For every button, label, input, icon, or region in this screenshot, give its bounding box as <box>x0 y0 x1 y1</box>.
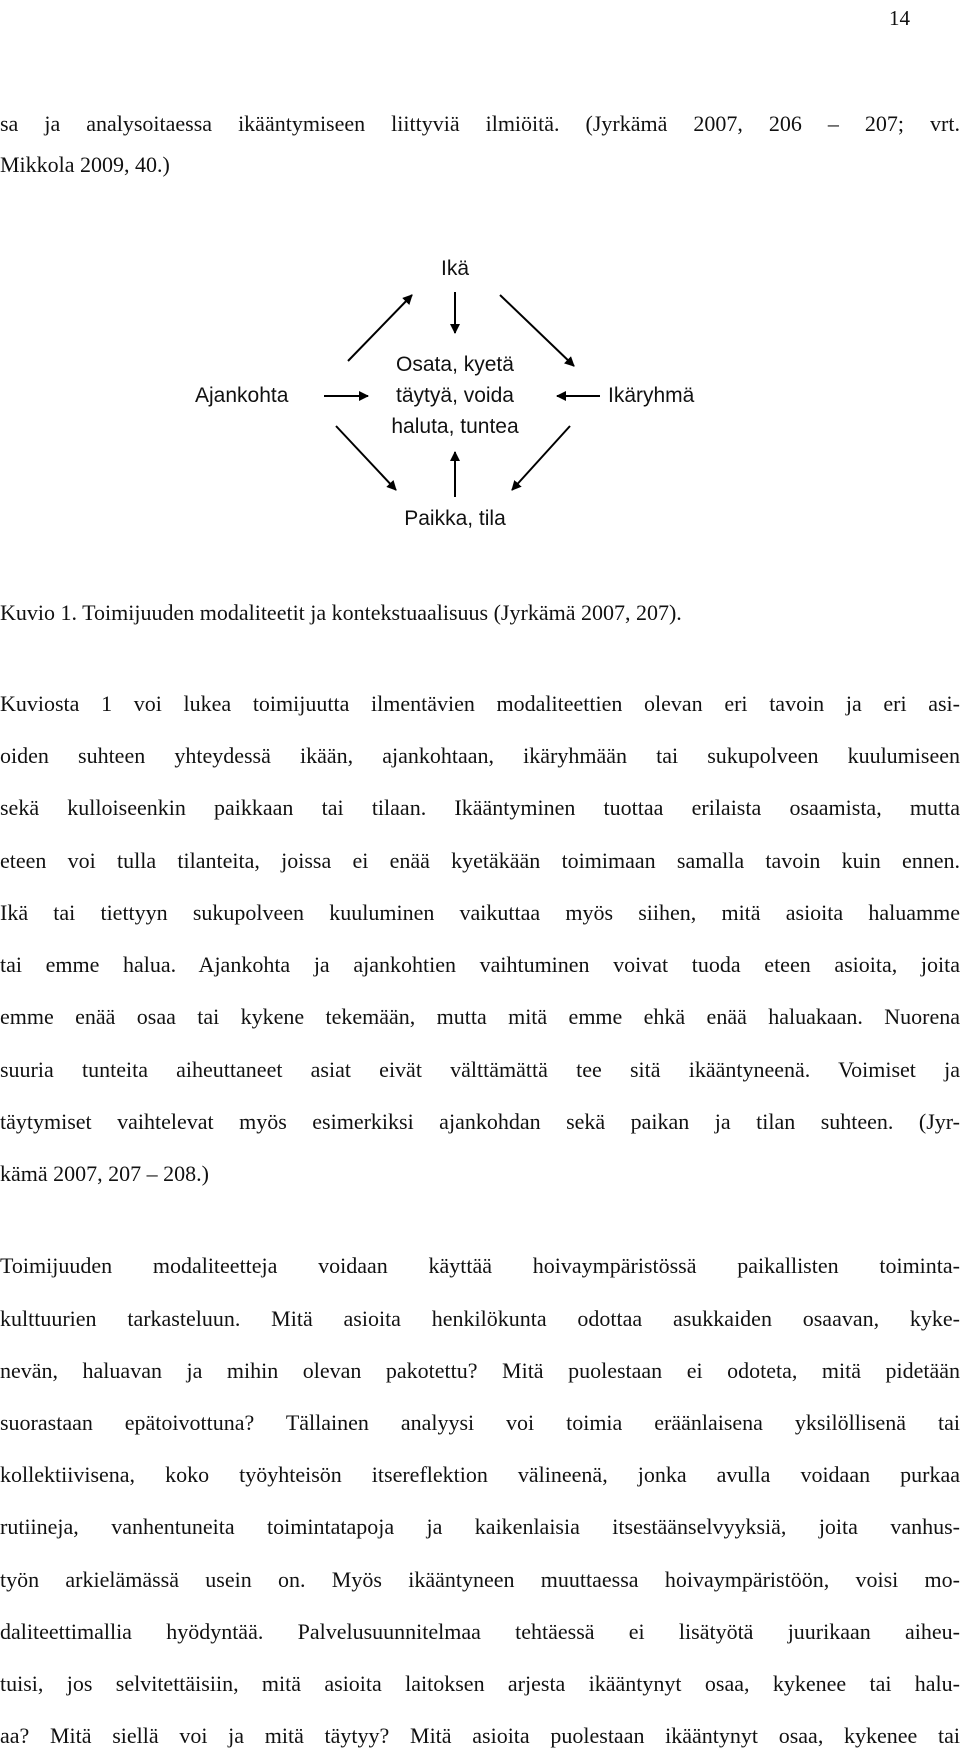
p1-line: täytymiset vaihtelevat myös esimerkiksi ajankohdan sekä paikan ja tilan suhteen. (Jyr- <box>0 1109 960 1134</box>
p2-line: tuisi, jos selvitettäisiin, mitä asioita laitoksen arjesta ikääntynyt osaa, kykenee tai halu- <box>0 1671 960 1696</box>
p2-line: suorastaan epätoivottuna? Tällainen analyysi voi toimia eräänlaisena yksilöllisenä tai <box>0 1410 960 1435</box>
diagram-node-age-group: Ikäryhmä <box>608 384 695 407</box>
intro-line-2: Mikkola 2009, 40.) <box>0 152 170 177</box>
diagram-node-time: Ajankohta <box>195 384 289 407</box>
p1-line: emme enää osaa tai kykene tekemään, mutta mitä emme ehkä enää haluakaan. Nuorena <box>0 1004 960 1029</box>
p1-line: suuria tunteita aiheuttaneet asiat eivät välttämättä tee sitä ikääntyneenä. Voimiset ja <box>0 1057 960 1082</box>
intro-line-1: sa ja analysoitaessa ikääntymiseen liittyviä ilmiöitä. (Jyrkämä 2007, 206 – 207; vrt. <box>0 111 960 136</box>
diagram-node-modalities-1: Osata, kyetä <box>396 353 514 376</box>
diagram-node-place: Paikka, tila <box>404 507 506 530</box>
diagram-node-modalities-3: haluta, tuntea <box>391 415 519 438</box>
p1-line: tai emme halua. Ajankohta ja ajankohtien vaihtuminen voivat tuoda eteen asioita, joita <box>0 952 960 977</box>
p2-line: aa? Mitä siellä voi ja mitä täytyy? Mitä asioita puolestaan ikääntynyt osaa, kykenee tai <box>0 1723 960 1748</box>
p2-line: daliteettimallia hyödyntää. Palvelusuunnitelmaa tehtäessä ei lisätyötä juurikaan aiheu- <box>0 1619 960 1644</box>
p2-line: Toimijuuden modaliteetteja voidaan käyttää hoivaympäristössä paikallisten toiminta- <box>0 1253 960 1278</box>
diagram-node-age: Ikä <box>440 257 469 280</box>
diagram-node-modalities-2: täytyä, voida <box>396 384 514 407</box>
p1-line: oiden suhteen yhteydessä ikään, ajankohtaan, ikäryhmään tai sukupolveen kuulumiseen <box>0 743 960 768</box>
page-number: 14 <box>889 6 910 30</box>
p1-line: sekä kulloiseenkin paikkaan tai tilaan. Ikääntyminen tuottaa erilaista osaamista, mutta <box>0 795 960 820</box>
p2-line: rutiineja, vanhentuneita toimintatapoja ja kaikenlaisia itsestäänselvyyksiä, joita vanhus- <box>0 1514 960 1539</box>
p1-line: eteen voi tulla tilanteita, joissa ei enää kyetäkään toimimaan samalla tavoin kuin ennen. <box>0 848 960 873</box>
figure-caption: Kuvio 1. Toimijuuden modaliteetit ja kontekstuaalisuus (Jyrkämä 2007, 207). <box>0 600 682 625</box>
p1-line: kämä 2007, 207 – 208.) <box>0 1161 209 1186</box>
p2-line: nevän, haluavan ja mihin olevan pakotettu? Mitä puolestaan ei odoteta, mitä pidetään <box>0 1358 960 1383</box>
p2-line: työn arkielämässä usein on. Myös ikääntyneen muuttaessa hoivaympäristöön, voisi mo- <box>0 1567 960 1592</box>
p2-line: kollektiivisena, koko työyhteisön itsereflektion välineenä, jonka avulla voidaan purkaa <box>0 1462 960 1487</box>
p1-line: Kuviosta 1 voi lukea toimijuutta ilmentävien modaliteettien olevan eri tavoin ja eri asi- <box>0 691 960 716</box>
p1-line: Ikä tai tiettyyn sukupolveen kuuluminen vaikuttaa myös siihen, mitä asioita haluamme <box>0 900 960 925</box>
p2-line: kulttuurien tarkasteluun. Mitä asioita henkilökunta odottaa asukkaiden osaavan, kyke- <box>0 1306 960 1331</box>
